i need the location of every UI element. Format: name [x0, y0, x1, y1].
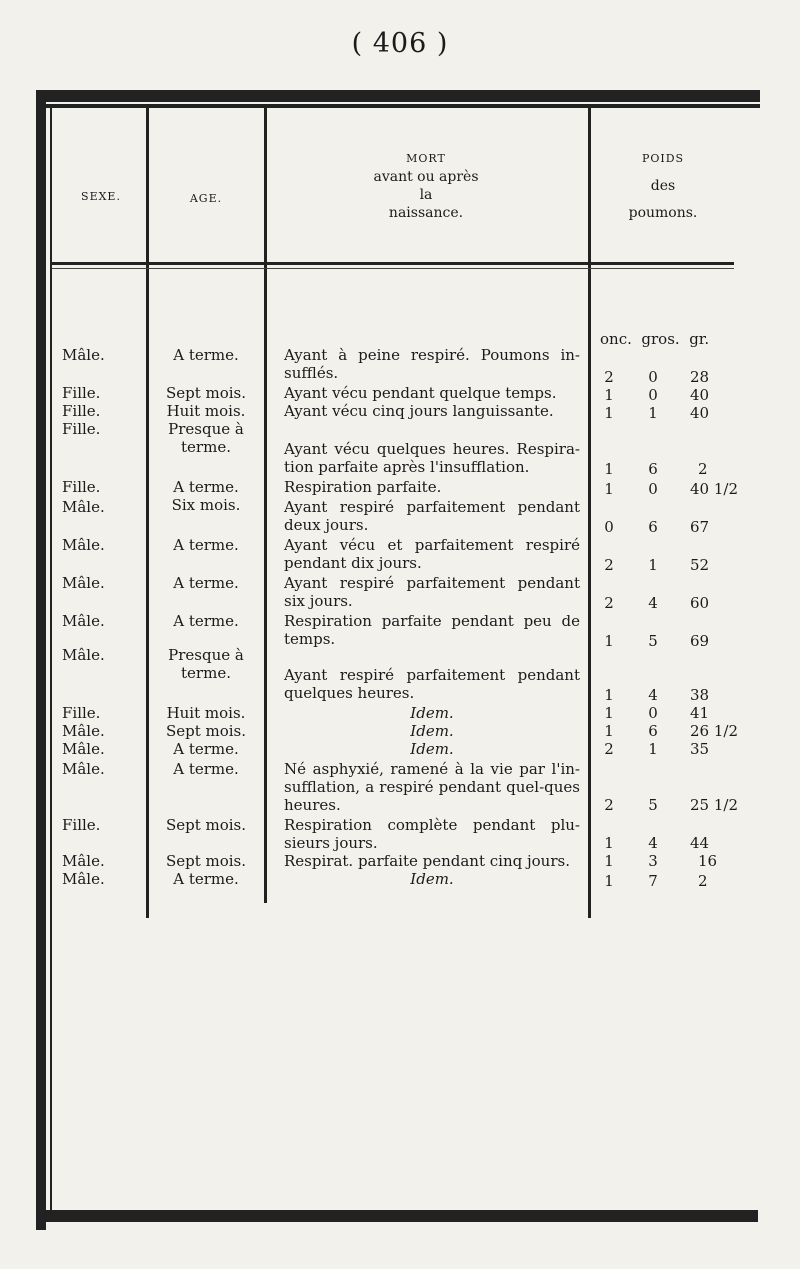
row-description: Né asphyxié, ramené à la vie par l'in-sufflation, a respiré pendant quel-ques heures.	[284, 760, 580, 814]
header-mort-line3: la	[419, 187, 433, 203]
row-age: A terme.	[173, 536, 239, 554]
row-description: Ayant vécu cinq jours languissante.	[284, 402, 554, 420]
row-gros: 6	[648, 722, 658, 740]
row-age: A terme.	[173, 478, 239, 496]
row-sexe: Mâle.	[62, 498, 105, 516]
row-onces: 1	[604, 834, 614, 852]
header-sexe: SEXE.	[81, 190, 121, 203]
row-sexe: Fille.	[62, 420, 101, 438]
row-age: Sept mois.	[165, 816, 247, 834]
row-sexe: Mâle.	[62, 870, 105, 888]
page-number: ( 406 )	[351, 28, 449, 59]
row-sexe: Mâle.	[62, 612, 105, 630]
row-description: Ayant vécu quelques heures. Respira-tion parfaite après l'insufflation.	[284, 440, 580, 476]
row-onces: 1	[604, 722, 614, 740]
row-sexe: Mâle.	[62, 722, 105, 740]
row-grains: 60	[690, 594, 710, 612]
row-grains: 40	[690, 386, 710, 404]
row-onces: 0	[604, 518, 614, 536]
row-grains: 52	[690, 556, 710, 574]
row-onces: 2	[604, 594, 614, 612]
row-sexe: Mâle.	[62, 760, 105, 778]
row-age: A terme.	[173, 760, 239, 778]
row-age: Huit mois.	[166, 704, 246, 722]
row-sexe: Fille.	[62, 384, 101, 402]
row-gros: 6	[648, 460, 658, 478]
row-onces: 1	[604, 704, 614, 722]
row-onces: 2	[604, 556, 614, 574]
row-description: Respirat. parfaite pendant cinq jours.	[284, 852, 570, 870]
row-grains: 67	[690, 518, 710, 536]
row-onces: 1	[604, 632, 614, 650]
row-gros: 6	[648, 518, 658, 536]
row-gros: 1	[648, 404, 658, 422]
row-sexe: Mâle.	[62, 740, 105, 758]
row-age: A terme.	[173, 740, 239, 758]
row-age: Sept mois.	[165, 722, 247, 740]
row-grains: 38	[690, 686, 710, 704]
row-onces: 1	[604, 686, 614, 704]
header-rule	[52, 262, 734, 265]
row-description: Idem.	[410, 704, 454, 722]
row-age: Presque à terme.	[168, 420, 244, 456]
row-description: Respiration parfaite.	[284, 478, 442, 496]
row-sexe: Fille.	[62, 816, 101, 834]
header-mort-line2: avant ou après	[373, 169, 479, 185]
row-sexe: Mâle.	[62, 574, 105, 592]
header-poids: POIDS	[641, 152, 685, 165]
row-onces: 1	[604, 480, 614, 498]
column-divider-age-mort	[264, 108, 267, 903]
row-sexe: Fille.	[62, 402, 101, 420]
row-sexe: Fille.	[62, 704, 101, 722]
row-description: Idem.	[410, 722, 454, 740]
row-description: Ayant respiré parfaitement pendant deux jours.	[284, 498, 580, 534]
row-description: Respiration complète pendant plu-sieurs jours.	[284, 816, 580, 852]
row-onces: 1	[604, 872, 614, 890]
row-onces: 1	[604, 404, 614, 422]
row-gros: 7	[648, 872, 658, 890]
row-age: Sept mois.	[165, 384, 247, 402]
row-grains: 44	[690, 834, 710, 852]
row-grains: 40	[690, 404, 710, 422]
row-onces: 1	[604, 386, 614, 404]
row-sexe: Fille.	[62, 478, 101, 496]
row-age: Six mois.	[171, 496, 241, 514]
row-gros: 0	[648, 368, 658, 386]
header-mort: MORT	[406, 152, 446, 165]
row-gros: 5	[648, 796, 658, 814]
row-grains: 40 1/2	[690, 480, 738, 498]
table-frame-left	[36, 90, 46, 1230]
row-grains: 16	[698, 852, 718, 870]
row-gros: 0	[648, 704, 658, 722]
row-gros: 1	[648, 556, 658, 574]
row-grains: 2	[698, 872, 708, 890]
header-rule-thin	[52, 268, 734, 269]
weight-units: onc. gros. gr.	[600, 330, 710, 348]
column-divider-sexe-age	[146, 108, 149, 918]
row-description: Ayant respiré parfaitement pendant six jours.	[284, 574, 580, 610]
row-age: A terme.	[173, 870, 239, 888]
row-sexe: Mâle.	[62, 646, 105, 664]
row-gros: 0	[648, 480, 658, 498]
row-grains: 28	[690, 368, 710, 386]
row-age: Huit mois.	[166, 402, 246, 420]
row-gros: 5	[648, 632, 658, 650]
row-onces: 2	[604, 368, 614, 386]
header-mort-line4: naissance.	[388, 205, 464, 221]
row-description: Ayant respiré parfaitement pendant quelques heures.	[284, 666, 580, 702]
row-grains: 69	[690, 632, 710, 650]
row-onces: 1	[604, 460, 614, 478]
column-divider-mort-poids	[588, 108, 591, 918]
row-grains: 35	[690, 740, 710, 758]
row-description: Idem.	[410, 870, 454, 888]
row-sexe: Mâle.	[62, 536, 105, 554]
row-description: Respiration parfaite pendant peu de temps.	[284, 612, 580, 648]
row-onces: 2	[604, 740, 614, 758]
row-onces: 2	[604, 796, 614, 814]
header-age: AGE.	[189, 192, 223, 205]
header-poids-line2: des	[650, 178, 676, 194]
row-sexe: Mâle.	[62, 852, 105, 870]
row-gros: 4	[648, 594, 658, 612]
row-grains: 25 1/2	[690, 796, 738, 814]
table-frame-bottom	[36, 1210, 758, 1222]
row-grains: 41	[690, 704, 710, 722]
row-description: Ayant vécu et parfaitement respiré pendant dix jours.	[284, 536, 580, 572]
row-gros: 0	[648, 386, 658, 404]
row-sexe: Mâle.	[62, 346, 105, 364]
row-grains: 2	[698, 460, 708, 478]
table-frame-left-inner	[50, 104, 52, 1216]
row-gros: 4	[648, 686, 658, 704]
row-age: A terme.	[173, 612, 239, 630]
row-gros: 3	[648, 852, 658, 870]
row-age: Presque à terme.	[168, 646, 244, 682]
table-frame-top	[36, 90, 760, 104]
row-age: A terme.	[173, 346, 239, 364]
row-gros: 1	[648, 740, 658, 758]
row-age: A terme.	[173, 574, 239, 592]
row-age: Sept mois.	[165, 852, 247, 870]
row-gros: 4	[648, 834, 658, 852]
row-grains: 26 1/2	[690, 722, 738, 740]
row-description: Ayant à peine respiré. Poumons in-sufflés.	[284, 346, 580, 382]
row-onces: 1	[604, 852, 614, 870]
header-poids-line3: poumons.	[628, 205, 698, 221]
row-description: Ayant vécu pendant quelque temps.	[284, 384, 557, 402]
row-description: Idem.	[410, 740, 454, 758]
